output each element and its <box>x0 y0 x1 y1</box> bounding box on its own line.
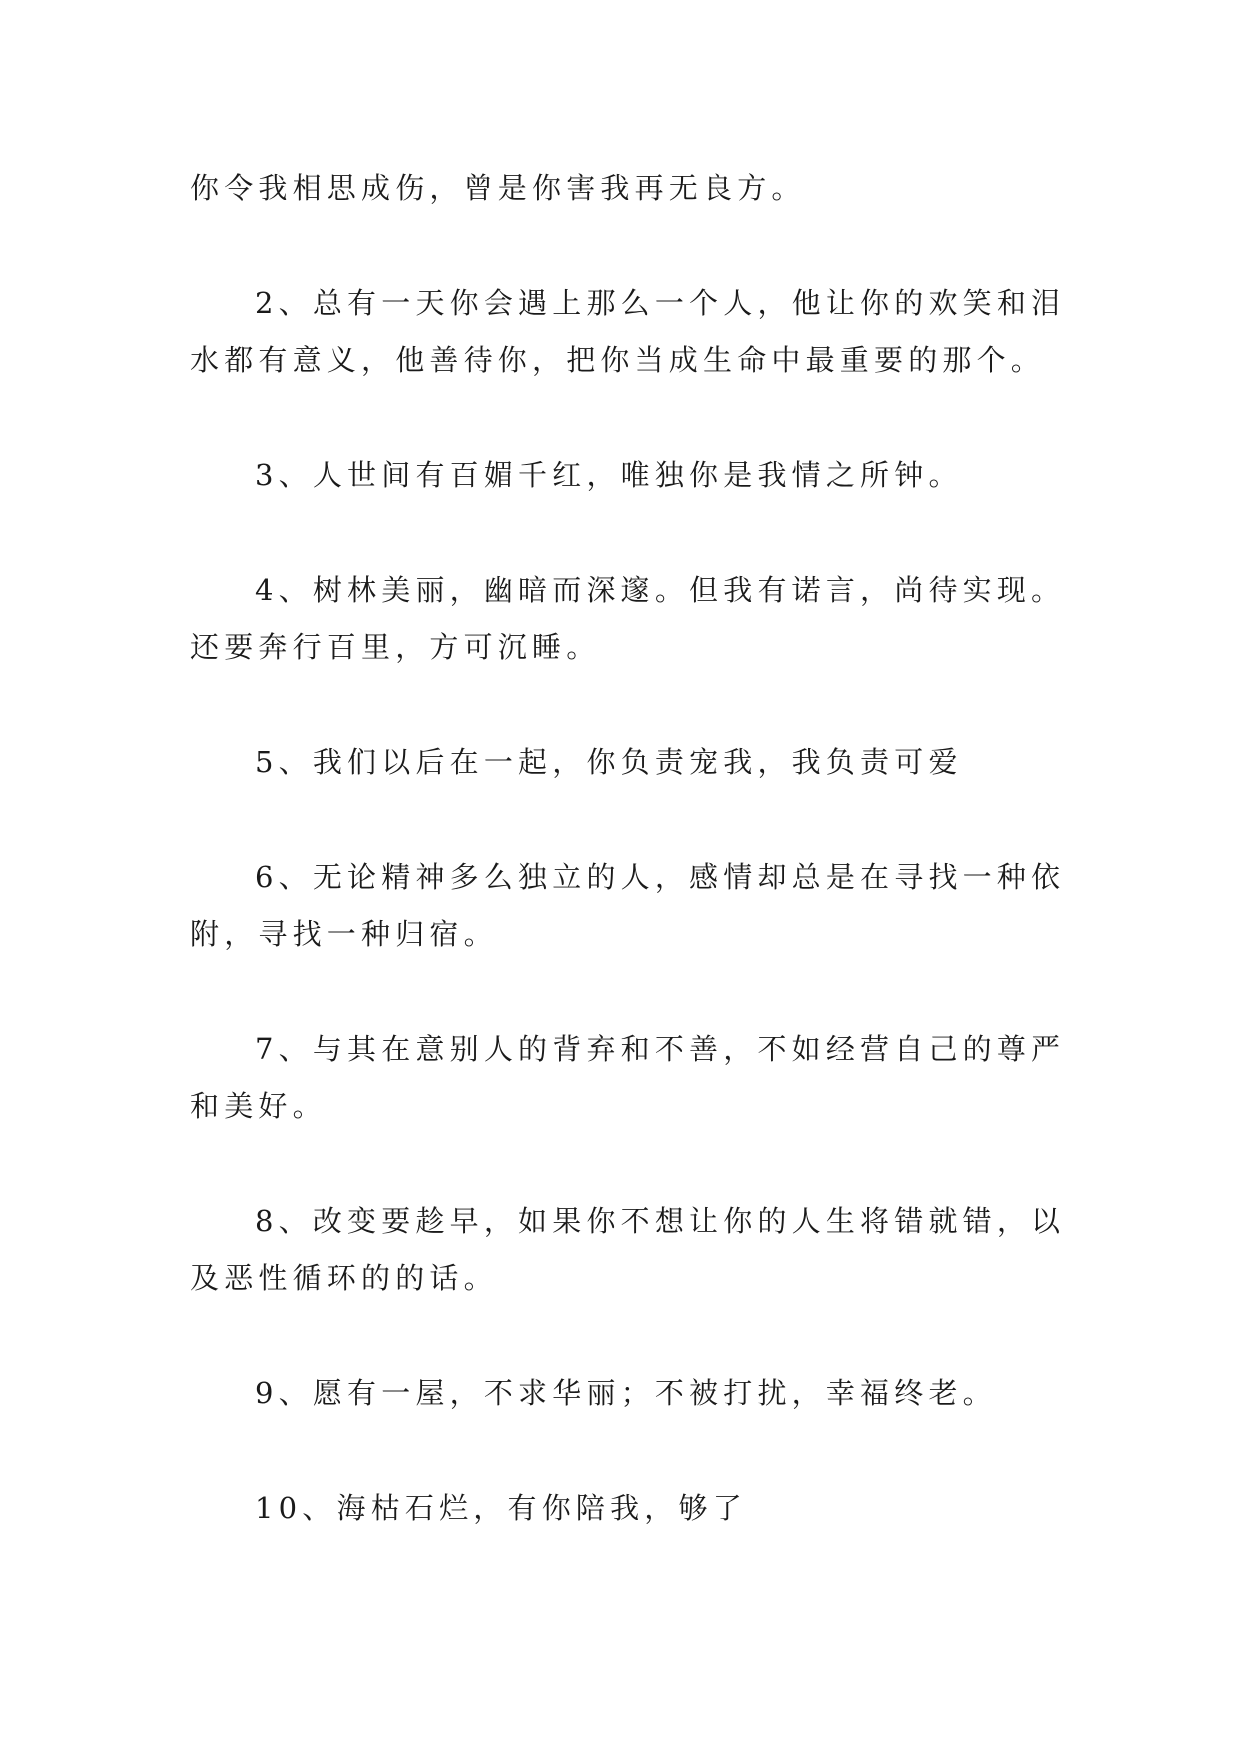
text-line: 4、树林美丽，幽暗而深邃。但我有诺言，尚待实现。 <box>255 573 1066 607</box>
text-line: 5、我们以后在一起，你负责宠我，我负责可爱 <box>255 745 963 779</box>
text-line: 9、愿有一屋，不求华丽；不被打扰，幸福终老。 <box>255 1376 997 1410</box>
text-line: 和美好。 <box>190 1089 327 1123</box>
text-line: 6、无论精神多么独立的人，感情却总是在寻找一种依 <box>255 860 1066 894</box>
text-line: 及恶性循环的的话。 <box>190 1261 498 1295</box>
text-line: 2、总有一天你会遇上那么一个人，他让你的欢笑和泪 <box>255 286 1066 320</box>
text-line: 8、改变要趁早，如果你不想让你的人生将错就错，以 <box>255 1204 1066 1238</box>
text-line: 7、与其在意别人的背弃和不善，不如经营自己的尊严 <box>255 1032 1066 1066</box>
text-line: 附，寻找一种归宿。 <box>190 917 498 951</box>
text-line: 水都有意义，他善待你，把你当成生命中最重要的那个。 <box>190 343 1046 377</box>
text-line: 3、人世间有百媚千红，唯独你是我情之所钟。 <box>255 458 963 492</box>
text-line: 还要奔行百里，方可沉睡。 <box>190 630 601 664</box>
text-line: 10、海枯石烂，有你陪我，够了 <box>255 1491 747 1525</box>
text-line: 你令我相思成伤，曾是你害我再无良方。 <box>190 171 806 205</box>
